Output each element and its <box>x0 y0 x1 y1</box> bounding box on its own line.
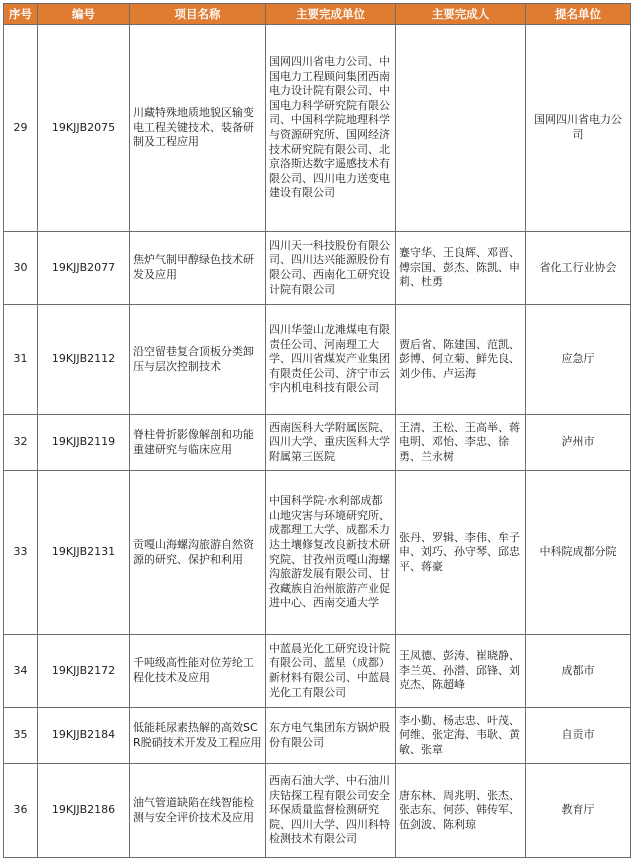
header-people: 主要完成人 <box>396 4 526 25</box>
table-row <box>4 415 631 471</box>
row-people: 张丹、罗辑、李伟、牟子申、刘巧、孙守琴、邱忠平、蒋豪 <box>396 471 526 635</box>
row-people: 李小勤、杨志忠、叶茂、何维、张定海、韦耿、黄敏、张章 <box>396 708 526 764</box>
row-project-name: 千吨级高性能对位芳纶工程化技术及应用 <box>130 635 266 708</box>
row-code: 19KJJB2172 <box>38 635 130 708</box>
row-units: 国网四川省电力公司、中国电力工程顾问集团西南电力设计院有限公司、中国电力科学研究院有限公司、中国科学院地理科学与资源研究所、国网经济技术研究院有限公司、北京洛斯达数字遥感技术有限公司、四川电力送变电建设有限公司 <box>266 25 396 232</box>
row-nominator: 中科院成都分院 <box>526 471 631 635</box>
row-units: 西南医科大学附属医院、四川大学、重庆医科大学附属第三医院 <box>266 415 396 471</box>
table-row <box>4 232 631 305</box>
row-nominator: 省化工行业协会 <box>526 232 631 305</box>
row-code: 19KJJB2184 <box>38 708 130 764</box>
table-row <box>4 764 631 858</box>
header-units: 主要完成单位 <box>266 4 396 25</box>
row-code: 19KJJB2112 <box>38 305 130 415</box>
row-people: 王凤德、彭涛、崔晓静、李兰英、孙潜、邱锋、刘克杰、陈超峰 <box>396 635 526 708</box>
table-row <box>4 305 631 415</box>
row-project-name: 沿空留巷复合顶板分类卸压与层次控制技术 <box>130 305 266 415</box>
row-nominator: 教育厅 <box>526 764 631 858</box>
header-row <box>4 4 631 25</box>
row-index: 35 <box>4 708 38 764</box>
row-units: 中国科学院·水利部成都山地灾害与环境研究所、成都理工大学、成都禾力达土壤修复改良新技术研究院、甘孜州贡嘎山海螺沟旅游发展有限公司、甘孜藏族自治州旅游产业促进中心、西南交通大学 <box>266 471 396 635</box>
row-index: 34 <box>4 635 38 708</box>
header-code: 编号 <box>38 4 130 25</box>
row-project-name: 贡嘎山海螺沟旅游自然资源的研究、保护和利用 <box>130 471 266 635</box>
row-units: 中蓝晨光化工研究设计院有限公司、蓝星（成都）新材料有限公司、中蓝晨光化工有限公司 <box>266 635 396 708</box>
row-code: 19KJJB2131 <box>38 471 130 635</box>
row-units: 东方电气集团东方锅炉股份有限公司 <box>266 708 396 764</box>
table-row <box>4 471 631 635</box>
row-nominator: 成都市 <box>526 635 631 708</box>
row-units: 西南石油大学、中石油川庆钻探工程有限公司安全环保质量监督检测研究院、四川大学、四川科特检测技术有限公司 <box>266 764 396 858</box>
row-project-name: 脊柱骨折影像解剖和功能重建研究与临床应用 <box>130 415 266 471</box>
row-people: 王清、王松、王高举、蒋电明、邓怡、李忠、徐勇、兰永树 <box>396 415 526 471</box>
row-code: 19KJJB2119 <box>38 415 130 471</box>
row-project-name: 川藏特殊地质地貌区输变电工程关键技术、装备研制及工程应用 <box>130 25 266 232</box>
row-people <box>396 25 526 232</box>
row-project-name: 焦炉气制甲醇绿色技术研发及应用 <box>130 232 266 305</box>
row-code: 19KJJB2186 <box>38 764 130 858</box>
row-index: 29 <box>4 25 38 232</box>
row-project-name: 低能耗尿素热解的高效SCR脱硝技术开发及工程应用 <box>130 708 266 764</box>
header-index: 序号 <box>4 4 38 25</box>
header-project-name: 项目名称 <box>130 4 266 25</box>
row-code: 19KJJB2075 <box>38 25 130 232</box>
row-code: 19KJJB2077 <box>38 232 130 305</box>
header-nominator: 提名单位 <box>526 4 631 25</box>
row-nominator: 应急厅 <box>526 305 631 415</box>
row-index: 36 <box>4 764 38 858</box>
row-people: 唐东林、周兆明、张杰、张志东、何莎、韩传军、伍剑波、陈利琼 <box>396 764 526 858</box>
row-units: 四川华蓥山龙滩煤电有限责任公司、河南理工大学、四川省煤炭产业集团有限责任公司、济宁市云宇内机电科技有限公司 <box>266 305 396 415</box>
row-index: 33 <box>4 471 38 635</box>
row-units: 四川天一科技股份有限公司、四川达兴能源股份有限公司、西南化工研究设计院有限公司 <box>266 232 396 305</box>
table-row <box>4 635 631 708</box>
row-people: 贾后省、陈建国、范凯、彭博、何立菊、鲜先良、刘少伟、卢运海 <box>396 305 526 415</box>
awards-table <box>3 3 631 858</box>
row-people: 蹇守华、王良辉、邓晋、傅宗国、彭杰、陈凯、申莉、杜勇 <box>396 232 526 305</box>
row-index: 32 <box>4 415 38 471</box>
row-nominator: 泸州市 <box>526 415 631 471</box>
row-project-name: 油气管道缺陷在线智能检测与安全评价技术及应用 <box>130 764 266 858</box>
table-row <box>4 708 631 764</box>
table-row <box>4 25 631 232</box>
row-nominator: 自贡市 <box>526 708 631 764</box>
row-index: 30 <box>4 232 38 305</box>
row-index: 31 <box>4 305 38 415</box>
row-nominator: 国网四川省电力公司 <box>526 25 631 232</box>
